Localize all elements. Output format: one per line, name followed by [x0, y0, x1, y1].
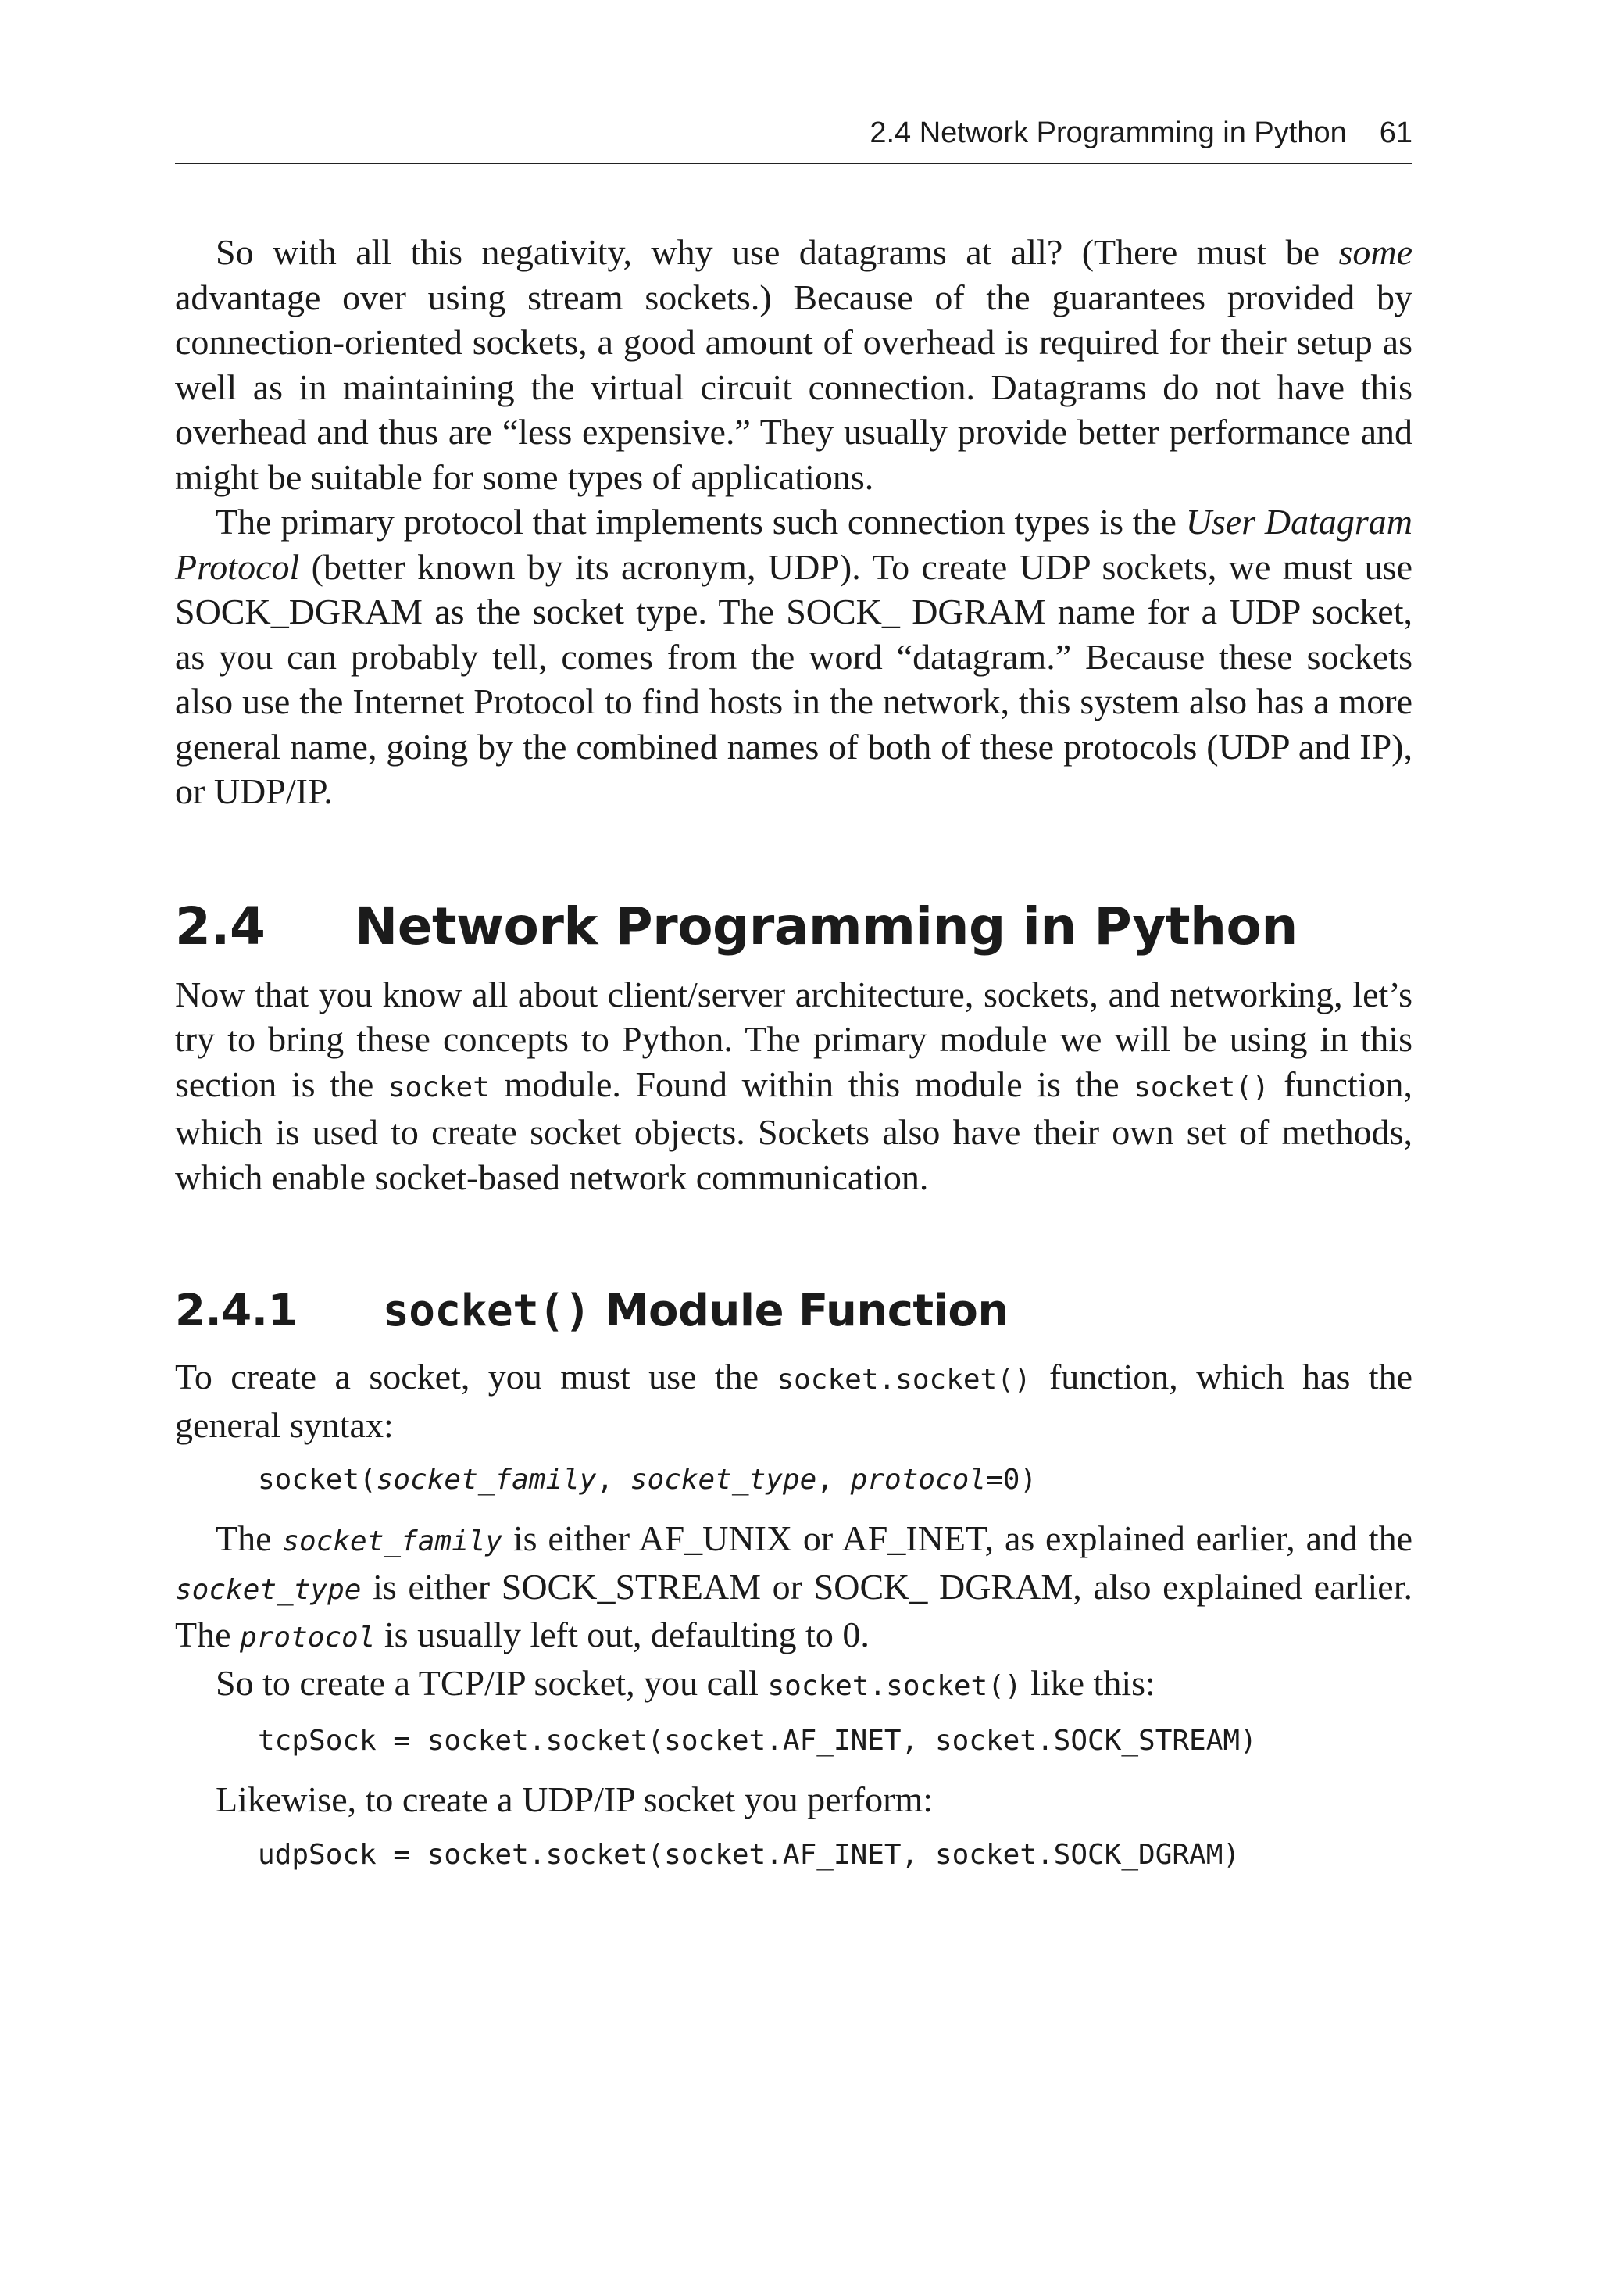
code-tcp-socket: tcpSock = socket.socket(socket.AF_INET, socket.SOCK_STREAM): [258, 1725, 1257, 1757]
running-head-title: 2.4 Network Programming in Python: [870, 116, 1347, 149]
code-param: socket_family: [376, 1464, 597, 1496]
paragraph-network-programming: [175, 972, 1412, 1200]
text-run: The primary protocol that implements such connection types is the: [216, 502, 1186, 542]
paragraph-udp: [175, 499, 1412, 814]
text-run: function, which is used to create socket objects. Sockets also have their own set of methods, which enable socket-based network communication.: [175, 1064, 1412, 1197]
text-run: The: [216, 1518, 283, 1558]
inline-code: socket: [388, 1071, 490, 1103]
text-run: is usually left out, defaulting to 0.: [375, 1615, 870, 1654]
code-part: ,: [816, 1464, 851, 1496]
text-run: module. Found within this module is the: [489, 1064, 1134, 1104]
code-param: protocol: [850, 1464, 987, 1496]
subsection-number: 2.4.1: [175, 1286, 298, 1336]
subsection-title-code: socket(): [383, 1286, 591, 1336]
text-run: like this:: [1021, 1662, 1155, 1703]
page: [175, 117, 1412, 1891]
emphasis: some: [1338, 232, 1412, 272]
inline-code: protocol: [240, 1622, 376, 1654]
inline-code: socket_type: [175, 1573, 362, 1606]
subsection-title: [383, 1286, 1009, 1337]
text-run: is either AF_UNIX or AF_INET, as explained earlier, and the: [502, 1518, 1412, 1558]
code-part: socket(: [258, 1464, 377, 1496]
code-part: ,: [596, 1464, 630, 1496]
text-run: So with all this negativity, why use datagrams at all? (There must be: [216, 232, 1339, 272]
inline-code: socket.socket(): [767, 1669, 1022, 1702]
running-head: [175, 117, 1412, 164]
code-syntax: [258, 1465, 1412, 1496]
paragraph-udp-intro: Likewise, to create a UDP/IP socket you perform:: [216, 1779, 934, 1819]
code-part: =0): [986, 1464, 1038, 1496]
subsection-title-text: Module Function: [590, 1286, 1009, 1336]
inline-code: socket(): [1134, 1071, 1270, 1103]
text-run: advantage over using stream sockets.) Because of the guarantees provided by connection-oriented sockets, a good amount of overhead is required for their setup as well as in maintaining the virtual circuit connection. Datagrams do not have this overhead and thus are “less expensive.” They usually provide better performance and might be suitable for some types of applications.: [175, 277, 1412, 497]
text-run: Now that you know all about client/server architecture, sockets, and networking, let’s try to bring these concepts to Python. The primary module we will be using in this section is the: [175, 974, 1412, 1104]
inline-code: socket.socket(): [777, 1364, 1031, 1396]
code-udp-socket: udpSock = socket.socket(socket.AF_INET, socket.SOCK_DGRAM): [258, 1838, 1241, 1871]
inline-code: socket_family: [282, 1525, 503, 1557]
emphasis: User Datagram Protocol: [175, 502, 1413, 587]
text-run: is either SOCK_STREAM or SOCK_ DGRAM, also explained earlier. The: [175, 1566, 1412, 1654]
paragraph-socket-family: [175, 1516, 1412, 1661]
text-run: To create a socket, you must use the: [175, 1357, 777, 1397]
text-run: (better known by its acronym, UDP). To create UDP sockets, we must use SOCK_DGRAM as the socket type. The SOCK_ DGRAM name for a UDP socket, as you can probably tell, comes from the word “datagram.” Because these sockets also use the Internet Protocol to find hosts in the network, this system also has a more general name, going by the combined names of both of these protocols (UDP and IP), or UDP/IP.: [175, 546, 1412, 811]
code-param: socket_type: [630, 1464, 817, 1496]
paragraph-create-socket: [175, 1354, 1412, 1447]
section-heading: [175, 897, 1412, 957]
page-number: 61: [1379, 116, 1412, 149]
subsection-heading: [175, 1286, 1412, 1337]
paragraph-tcp-intro: [175, 1661, 1412, 1709]
section-number: 2.4: [175, 896, 266, 957]
text-run: So to create a TCP/IP socket, you call: [216, 1662, 768, 1703]
text-run: function, which has the general syntax:: [175, 1357, 1412, 1445]
section-title: Network Programming in Python: [355, 896, 1298, 957]
paragraph-datagram-advantages: [175, 230, 1412, 499]
